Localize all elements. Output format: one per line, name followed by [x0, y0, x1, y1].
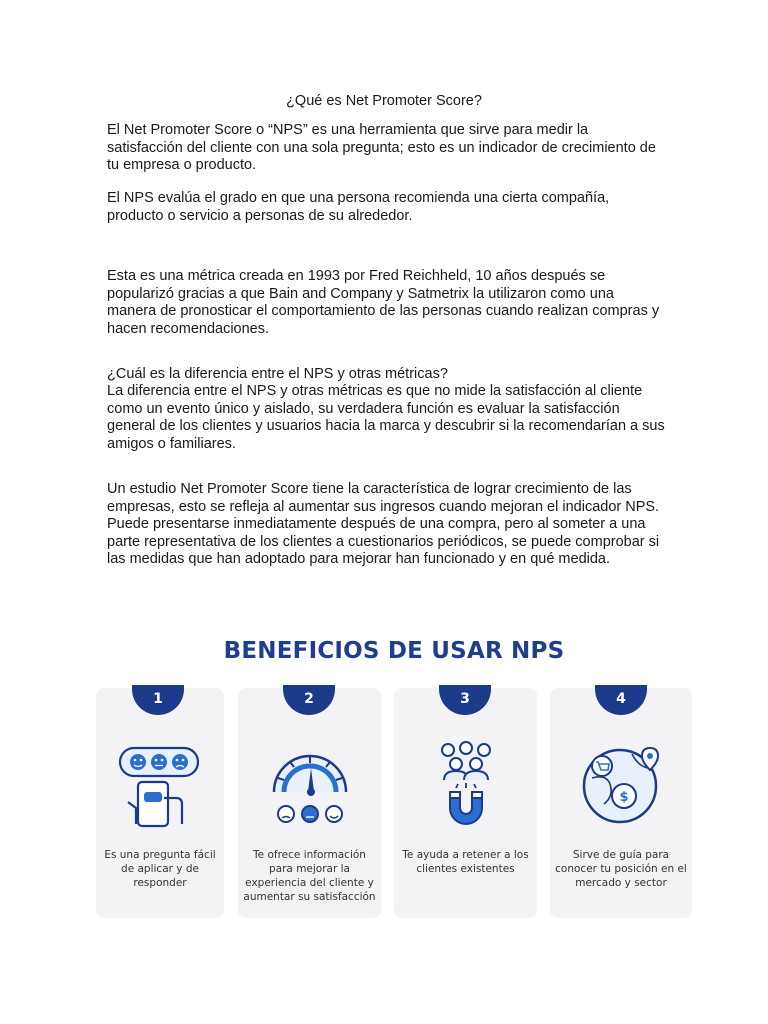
benefit-number-badge: 1	[132, 685, 184, 715]
gauge-icon	[264, 738, 356, 830]
market-globe-icon	[576, 738, 668, 830]
page-title: ¿Qué es Net Promoter Score?	[286, 93, 482, 109]
benefit-card-3	[394, 688, 537, 918]
benefit-card-1	[96, 688, 224, 918]
benefit-number-badge: 3	[439, 685, 491, 715]
customer-magnet-icon	[420, 738, 512, 830]
infographic-title: BENEFICIOS DE USAR NPS	[223, 638, 565, 664]
paragraph-difference: La diferencia entre el NPS y otras métricas es que no mide la satisfacción al cliente como un evento único y aislado, su verdadera función es evaluar la satisfacción general de los clientes y usuarios hacia la marca y descubrir si la recomendarían a sus amigos o familiares.	[107, 383, 665, 452]
svg-text:$: $	[619, 790, 629, 805]
benefit-text: Te ayuda a retener a los clientes existentes	[402, 849, 529, 875]
benefit-text: Es una pregunta fácil de aplicar y de responder	[104, 849, 216, 889]
benefit-card-2	[238, 688, 381, 918]
benefit-text: Te ofrece información para mejorar la experiencia del cliente y aumentar su satisfacción	[243, 849, 376, 903]
benefit-number-badge: 2	[283, 685, 335, 715]
benefit-text: Sirve de guía para conocer tu posición en el mercado y sector	[555, 849, 687, 889]
paragraph-intro: El Net Promoter Score o “NPS” es una herramienta que sirve para medir la satisfacción del cliente con una sola pregunta; esto es un indicador de crecimiento de tu empresa o producto.	[107, 122, 656, 174]
survey-phone-icon	[114, 738, 206, 830]
benefits-infographic	[92, 630, 696, 925]
paragraph-study: Un estudio Net Promoter Score tiene la característica de lograr crecimiento de las empresas, esto se refleja al aumentar sus ingresos cuando mejoran el indicador NPS. Puede presentarse inmediatamente después de una compra, pero al someter a una parte representativa de los clientes a cuestionarios periódicos, se puede comprobar si las medidas que han adoptado para mejorar han funcionado y en qué medida.	[107, 481, 660, 568]
benefit-card-4	[550, 688, 692, 918]
section-question: ¿Cuál es la diferencia entre el NPS y otras métricas?	[107, 366, 448, 382]
paragraph-history: Esta es una métrica creada en 1993 por Fred Reichheld, 10 años después se popularizó gracias a que Bain and Company y Satmetrix la utilizaron como una manera de pronosticar el comportamiento de las personas cuando realizan compras y hacen recomendaciones.	[107, 268, 660, 337]
benefit-number-badge: 4	[595, 685, 647, 715]
paragraph-nps-evaluation: El NPS evalúa el grado en que una persona recomienda una cierta compañía, producto o servicio a personas de su alrededor.	[107, 190, 610, 224]
